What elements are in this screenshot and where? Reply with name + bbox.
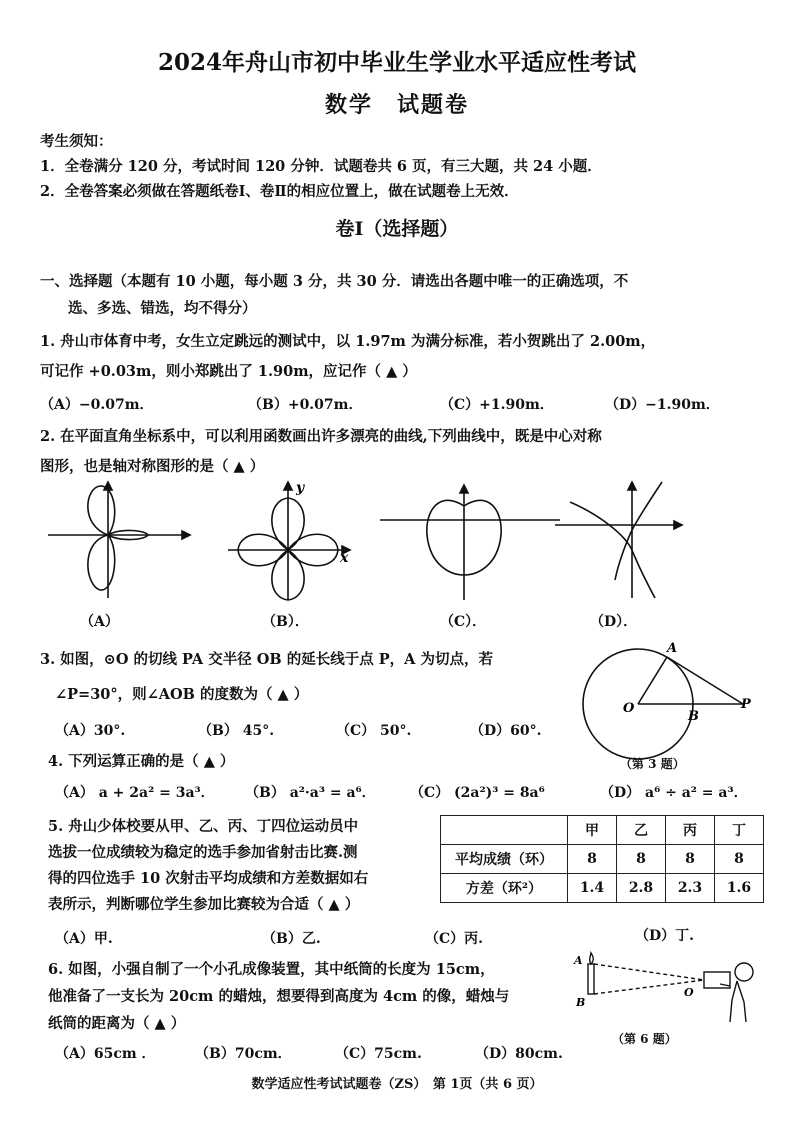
q6-label-a: A — [574, 954, 583, 967]
q4-option-d: （D） a⁶ ÷ a² = a³． — [600, 785, 748, 801]
person-body-shape — [720, 981, 746, 1022]
q3-option-c: （C） 50°. — [336, 723, 412, 739]
q6-option-a: （A）65cm ． — [55, 1046, 156, 1062]
table-cell: 1.6 — [715, 874, 764, 903]
table-cell: 8 — [666, 845, 715, 874]
q2-option-d: （D）． — [590, 614, 638, 630]
q2-line2: 图形，也是轴对称图形的是（ ▲ ） — [40, 458, 265, 475]
q6-label-o: O — [684, 986, 694, 999]
q6-pinhole-figure — [572, 950, 757, 1030]
q3-label-o: O — [623, 701, 635, 716]
q1-line2: 可记作 +0.03m，则小郑跳出了 1.90m，应记作（ ▲ ） — [40, 363, 417, 380]
notice-item-1: 1．全卷满分 120 分，考试时间 120 分钟．试题卷共 6 页，有三大题，共 24 小题． — [40, 158, 602, 175]
q2-figure-a — [48, 482, 190, 598]
q3-label-a: A — [667, 641, 678, 656]
table-row-label: 方差（环²） — [441, 874, 568, 903]
q6-caption: （第 6 题） — [612, 1032, 677, 1046]
notice-item-2: 2．全卷答案必须做在答题纸卷Ⅰ、卷Ⅱ的相应位置上，做在试题卷上无效． — [40, 183, 519, 200]
q1-option-a: （A）−0.07m． — [40, 397, 154, 413]
q5-option-c: （C）丙. — [425, 931, 484, 947]
exam-title: 2024年舟山市初中毕业生学业水平适应性考试 — [157, 49, 636, 76]
q1-option-d: （D）−1.90m． — [605, 397, 720, 413]
table-header-cell: 甲 — [568, 816, 617, 845]
q6-line3: 纸筒的距离为（ ▲ ） — [48, 1015, 186, 1032]
q2-figure-c — [380, 485, 560, 600]
q3-caption: （第 3 题） — [620, 757, 685, 771]
table-row — [441, 845, 764, 874]
table-cell: 8 — [715, 845, 764, 874]
q6-option-b: （B）70cm． — [195, 1046, 292, 1062]
table-cell: 2.3 — [666, 874, 715, 903]
table-header-cell: 丁 — [715, 816, 764, 845]
q2-figure-b — [228, 482, 350, 600]
table-header-cell: 丙 — [666, 816, 715, 845]
q2-figure-d — [555, 482, 682, 598]
q5-line3: 得的四位选手 10 次射击平均成绩和方差数据如右 — [48, 870, 369, 887]
q5-line2: 选拔一位成绩较为稳定的选手参加省射击比赛.测 — [48, 844, 358, 861]
exam-subtitle: 数学 试题卷 — [324, 92, 469, 118]
flame-shape — [590, 953, 594, 964]
q3-line2: ∠P=30°，则∠AOB 的度数为（ ▲ ） — [55, 686, 309, 703]
table-header-row — [441, 816, 764, 845]
q4-option-a: （A） a + 2a² = 3a³． — [55, 785, 215, 801]
table-row — [441, 874, 764, 903]
q6-option-d: （D）80cm. — [475, 1046, 563, 1062]
q4-option-b: （B） a²·a³ = a⁶． — [245, 785, 376, 801]
q4-line1: 4. 下列运算正确的是（ ▲ ） — [48, 753, 235, 770]
q5-line1: 5. 舟山少体校要从甲、乙、丙、丁四位运动员中 — [48, 818, 359, 835]
q2-option-b: （B）． — [262, 614, 309, 630]
q3-label-p: P — [741, 697, 751, 712]
q6-option-c: （C）75cm. — [335, 1046, 422, 1062]
q1-line1: 1. 舟山市体育中考，女生立定跳远的测试中，以 1.97m 为满分标准，若小贺跳出了 2.00m， — [40, 333, 656, 350]
q3-option-a: （A）30°. — [55, 723, 126, 739]
q6-line1: 6. 如图，小强自制了一个小孔成像装置，其中纸筒的长度为 15cm， — [48, 961, 495, 978]
table-cell: 1.4 — [568, 874, 617, 903]
q1-option-b: （B）+0.07m． — [248, 397, 363, 413]
q3-option-b: （B） 45°. — [198, 723, 275, 739]
table-cell — [441, 816, 568, 845]
q2-axis-y-label: y — [296, 480, 305, 496]
q4-option-c: （C） (2a²)³ = 8a⁶ — [410, 785, 545, 801]
q5-score-table — [440, 815, 764, 903]
page-footer: 数学适应性考试试题卷（ZS） 第 1页（共 6 页） — [251, 1077, 543, 1092]
q5-line4: 表所示，判断哪位学生参加比赛较为合适（ ▲ ） — [48, 896, 360, 913]
q2-curve-figures — [40, 480, 760, 605]
table-cell: 8 — [617, 845, 666, 874]
part1-line2: 选、多选、错选，均不得分） — [68, 300, 257, 317]
q5-option-d: （D）丁. — [635, 928, 695, 944]
candle-shape — [588, 964, 594, 994]
table-cell: 8 — [568, 845, 617, 874]
q3-option-d: （D）60°. — [470, 723, 542, 739]
q3-label-b: B — [688, 709, 699, 724]
section-heading: 卷Ⅰ（选择题） — [335, 218, 459, 240]
q2-line1: 2. 在平面直角坐标系中，可以利用函数画出许多漂亮的曲线,下列曲线中，既是中心对称 — [40, 428, 602, 445]
q1-option-c: （C）+1.90m． — [440, 397, 554, 413]
q3-figure — [575, 640, 760, 770]
table-cell: 2.8 — [617, 874, 666, 903]
q5-option-b: （B）乙. — [262, 931, 321, 947]
q3-line1: 3. 如图，⊙O 的切线 PA 交半径 OB 的延长线于点 P，A 为切点，若 — [40, 651, 493, 668]
q6-label-b: B — [576, 996, 586, 1009]
table-row-label: 平均成绩（环） — [441, 845, 568, 874]
notice-heading: 考生须知： — [40, 133, 113, 150]
q2-axis-x-label: x — [340, 550, 349, 566]
part1-line1: 一、选择题（本题有 10 小题，每小题 3 分，共 30 分．请选出各题中唯一的正确选项，不 — [40, 273, 629, 290]
person-head-shape — [735, 963, 753, 981]
q5-option-a: （A）甲. — [55, 931, 113, 947]
table-header-cell: 乙 — [617, 816, 666, 845]
q6-line2: 他准备了一支长为 20cm 的蜡烛，想要得到高度为 4cm 的像，蜡烛与 — [48, 988, 510, 1005]
q2-option-a: （A） — [80, 614, 119, 630]
q2-option-c: （C）． — [440, 614, 487, 630]
